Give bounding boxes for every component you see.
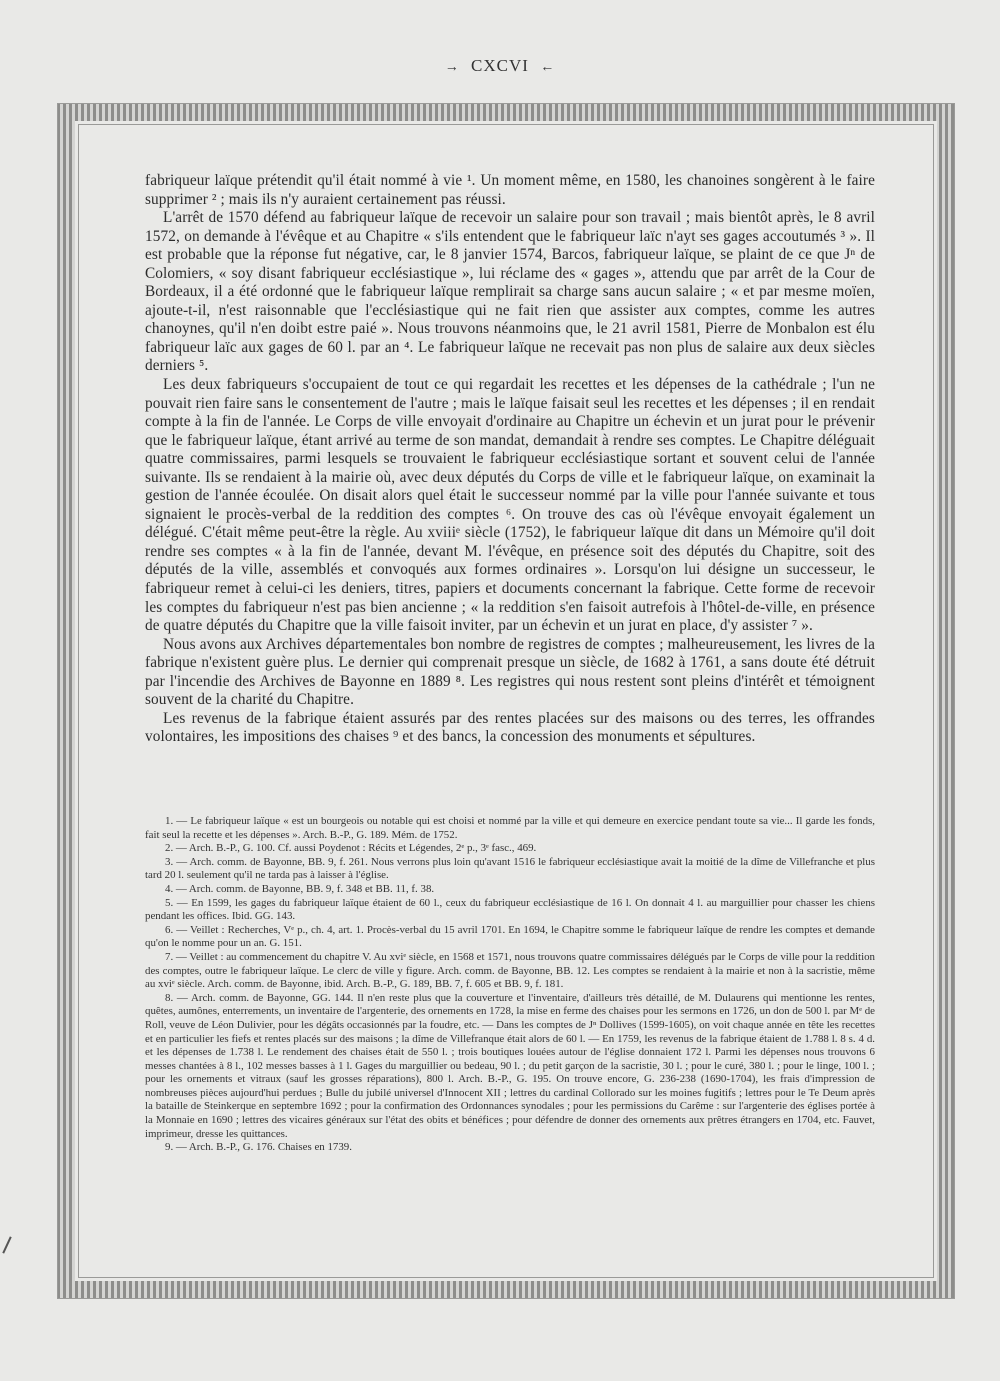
footnote: 4. — Arch. comm. de Bayonne, BB. 9, f. 348 et BB. 11, f. 38. [165, 882, 435, 895]
margin-pen-mark [2, 1236, 11, 1253]
footnote: 6. — Veillet : Recherches, Vᵉ p., ch. 4, art. 1. Procès-verbal du 15 avril 1701. En 1694, le Chapitre somme le fabriqueur laïque de rendre les comptes et demande qu'on le nomme pour un an. G. 151. [145, 923, 875, 950]
arrow-left-icon: ← [540, 60, 556, 75]
paragraph: L'arrêt de 1570 défend au fabriqueur laïque de recevoir un salaire pour son travail ; mais bientôt après, le 8 avril 1572, on demande à l'évêque et au Chapitre « s'ils entendent que le fabriqueur laïc n'ayt ses gages accoutumés ³ ». Il est probable que la réponse fut négative, car, le 8 janvier 1574, Barcos, fabriqueur laïque, se plaint de ce que Jⁿ de Colomiers, « soy disant fabriqueur ecclésiastique », lui réclame des « gages », attendu que par arrêt de la Cour de Bordeaux, il a été ordonné que le fabriqueur laïque remplirait sa charge sans aucun salaire ; « et par mesme moïen, ajoute-t-il, n'est raisonnable que l'ecclésiastique qui ne fait rien que assister aux comptes, comme les autres chanoynes, qu'il n'en doibt estre paié ». Nous trouvons néanmoins que, le 21 avril 1581, Pierre de Monbalon est élu fabriqueur laïc aux gages de 60 l. par an ⁴. Le fabriqueur laïque ne recevait pas non plus de salaire aux deux siècles derniers ⁵. [145, 209, 875, 375]
footnote: 1. — Le fabriqueur laïque « est un bourgeois ou notable qui est choisi et nommé par la ville et qui demeure en exercice pendant toute sa vie... Il garde les fonds, fait seul la recette et les dépenses ». Arch. B.-P., G. 189. Mém. de 1752. [145, 815, 875, 841]
footnote: 8. — Arch. comm. de Bayonne, GG. 144. Il n'en reste plus que la couverture et l'inventaire, d'ailleurs très détaillé, de M. Dulaurens qui mentionne les rentes, quêtes, aumônes, enterrements, un inventaire de l'argenterie, des ornements en 1728, la mise en ferme des chaises pour les sermons en 1726, un don de 500 l. par Mᵉ de Roll, veuve de Léon Dulivier, pour les dégâts occasionnés par la foudre, etc. — Dans les comptes de Jⁿ Dollives (1599-1605), on voit chaque année en tête les recettes et en particulier les fiefs et rentes placés sur des maisons ; la dîme de Villefranque était alors de 60 l. — En 1759, les revenus de la fabrique étaient de 1.788 l. 8 s. 4 d. et les dépenses de 1.738 l. Le rendement des chaises était de 550 l. ; trois boutiques louées autour de l'église donnaient 172 l. Parmi les dépenses nous trouvons 6 messes chantées à 8 l., 102 messes basses à 1 l. Gages du marguillier ou bedeau, 90 l. ; du petit garçon de la sacristie, 30 l. ; pour le curé, 380 l. ; pour le linge, 100 l. ; pour les ornements et vitraux (sauf les grosses réparations), 800 l. Arch. B.-P., G. 195. On trouve encore, G. 236-238 (1690-1704), les frais d'impression de nombreuses pièces aujourd'hui perdues ; Bulle du jubilé universel d'Innocent XII ; lettres du cardinal Collorado sur les moines fugitifs ; lettres pour le Te Deum après la bataille de Steinkerque en septembre 1692 ; pour la confirmation des Ordonnances synodales ; pour les permissions du Carême : sur l'argenterie des églises portée à la Monnaie en 1690 ; lettres des vicaires généraux sur l'état des obits et bénéfices ; pour défendre de donner des ornements aux prêtres étrangers en 1704, etc. Fauvet, imprimeur, dresse les quittances. [145, 991, 875, 1140]
footnote: 2. — Arch. B.-P., G. 100. Cf. aussi Poydenot : Récits et Légendes, 2ᵉ p., 3ᵉ fasc., 469. [165, 842, 537, 855]
footnotes [145, 815, 875, 1155]
paragraph: Nous avons aux Archives départementales bon nombre de registres de comptes ; malheureusement, les livres de la fabrique n'existent guère plus. Le dernier qui comprenait presque un siècle, de 1682 à 1761, a sans doute été détruit par l'incendie des Archives de Bayonne en 1889 ⁸. Les registres qui nous restent sont pleins d'intérêt et témoignent souvent de la charité du Chapitre. [145, 635, 875, 709]
page-number: CXCVI [471, 56, 529, 75]
arrow-right-icon: → [444, 60, 460, 75]
footnote: 9. — Arch. B.-P., G. 176. Chaises en 1739. [165, 1141, 352, 1154]
paragraph: fabriqueur laïque prétendit qu'il était nommé à vie ¹. Un moment même, en 1580, les chanoines songèrent à le faire supprimer ² ; mais ils n'y auraient certainement pas réussi. [145, 172, 875, 208]
page-header [0, 56, 1000, 76]
paragraph: Les revenus de la fabrique étaient assurés par des rentes placées sur des maisons ou des terres, les offrandes volontaires, les impositions des chaises ⁹ et des bancs, la concession des monuments et sépultures. [145, 709, 875, 746]
footnote: 3. — Arch. comm. de Bayonne, BB. 9, f. 261. Nous verrons plus loin qu'avant 1516 le fabriqueur ecclésiastique avait la moitié de la dîme de Villefranche et plus tard 20 l. seulement qu'il ne tarda pas à laisser à l'église. [145, 855, 875, 882]
footnote: 5. — En 1599, les gages du fabriqueur laïque étaient de 60 l., ceux du fabriqueur ecclésiastique de 16 l. On donnait 4 l. au marguillier pour chasser les chiens pendant les offices. Ibid. GG. 143. [145, 896, 875, 923]
paragraph: Les deux fabriqueurs s'occupaient de tout ce qui regardait les recettes et les dépenses de la cathédrale ; l'un ne pouvait rien faire sans le consentement de l'autre ; mais le laïque faisait seul les recettes et les dépenses ; il en rendait compte à la fin de l'année. Le Corps de ville envoyait d'ordinaire au Chapitre un échevin et un jurat pour le prévenir que le fabriqueur laïque, étant arrivé au terme de son mandat, demandait à rendre ses comptes. Le Chapitre déléguait quatre commissaires, parmi lesquels se trouvaient le fabriqueur ecclésiastique sortant et souvent celui de l'année suivante. Ils se rendaient à la mairie où, avec deux députés du Corps de ville et le fabriqueur laïque, on examinait la gestion de l'année écoulée. On disait alors quel était le successeur nommé par la ville pour l'année suivante et tous signaient le procès-verbal de la reddition des comptes ⁶. On trouve des cas où l'évêque envoyait également un délégué. C'était même peut-être la règle. Au xviiiᵉ siècle (1752), le fabriqueur laïque dit dans un Mémoire qu'il doit rendre ses comptes « à la fin de l'année, devant M. l'évêque, en présence soit des députés du Chapitre, soit des députés de la ville, assemblés et convoqués aux formes ordinaires ». Lorsqu'on lui désigne un successeur, le fabriqueur remet à celui-ci les deniers, titres, papiers et documents concernant la fabrique. Cette forme de recevoir les comptes du fabriqueur n'est pas bien ancienne ; « la reddition s'en faisoit autrefois à l'hôtel-de-ville, en présence de quatre députés du Chapitre que la ville faisoit inviter, par un échevin et un jurat en place, d'y assister ⁷ ». [145, 376, 875, 635]
footnote: 7. — Veillet : au commencement du chapitre V. Au xviᵉ siècle, en 1568 et 1571, nous trouvons quatre commissaires délégués par le Corps de ville pour la reddition des comptes, outre le fabriqueur laïque. Le clerc de ville y figure. Arch. comm. de Bayonne, BB. 12. Les comptes se rendaient à la mairie et non à la sacristie, même au xviᵉ siècle. Arch. comm. de Bayonne, ibid. Arch. B.-P., G. 189, BB. 7, f. 605 et BB. 9, f. 181. [145, 950, 875, 991]
main-text [145, 172, 875, 747]
